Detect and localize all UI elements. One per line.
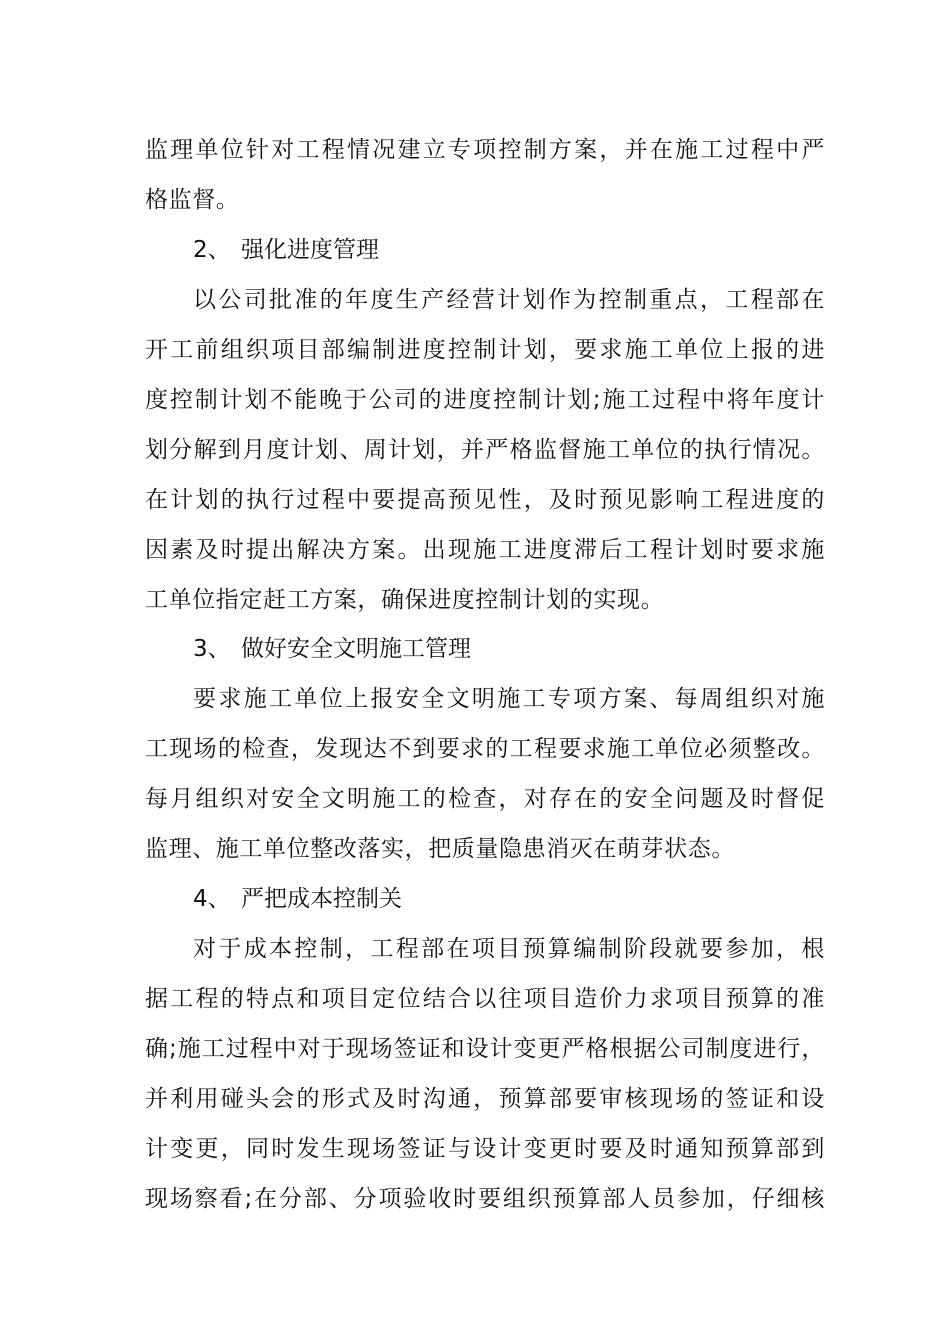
section-title: 严把成本控制关 xyxy=(241,886,402,912)
paragraph-1-line-1: 监理单位针对工程情况建立专项控制方案，并在施工过程中严 xyxy=(145,137,825,163)
paragraph-2-line-4: 划分解到月度计划、周计划，并严格监督施工单位的执行情况。 xyxy=(145,437,825,463)
paragraph-2-line-3: 度控制计划不能晚于公司的进度控制计划;施工过程中将年度计 xyxy=(145,387,825,413)
paragraph-4-line-6: 现场察看;在分部、分项验收时要组织预算部人员参加，仔细核 xyxy=(145,1186,825,1212)
section-heading-3 xyxy=(193,634,471,664)
paragraph-4-line-5: 计变更，同时发生现场签证与设计变更时要及时通知预算部到 xyxy=(145,1136,825,1162)
paragraph-4-line-3: 确;施工过程中对于现场签证和设计变更严格根据公司制度进行， xyxy=(145,1036,825,1062)
section-heading-2 xyxy=(193,235,379,265)
section-title: 做好安全文明施工管理 xyxy=(241,636,471,662)
paragraph-2-line-5: 在计划的执行过程中要提高预见性，及时预见影响工程进度的 xyxy=(145,487,825,513)
paragraph-4-line-2: 据工程的特点和项目定位结合以往项目造价力求项目预算的准 xyxy=(145,986,825,1012)
section-number: 3、 xyxy=(193,636,231,662)
paragraph-2-line-7: 工单位指定赶工方案，确保进度控制计划的实现。 xyxy=(145,587,665,613)
paragraph-4-line-1: 对于成本控制，工程部在项目预算编制阶段就要参加，根 xyxy=(193,936,825,962)
paragraph-3-line-4: 监理、施工单位整改落实，把质量隐患消灭在萌芽状态。 xyxy=(145,836,735,862)
paragraph-3-line-2: 工现场的检查，发现达不到要求的工程要求施工单位必须整改。 xyxy=(145,736,825,762)
section-heading-4 xyxy=(193,884,402,914)
section-number: 4、 xyxy=(193,886,231,912)
paragraph-2-line-2: 开工前组织项目部编制进度控制计划，要求施工单位上报的进 xyxy=(145,337,825,363)
paragraph-2-line-1: 以公司批准的年度生产经营计划作为控制重点，工程部在 xyxy=(193,287,825,313)
section-number: 2、 xyxy=(193,237,231,263)
paragraph-4-line-4: 并利用碰头会的形式及时沟通，预算部要审核现场的签证和设 xyxy=(145,1086,825,1112)
paragraph-2-line-6: 因素及时提出解决方案。出现施工进度滞后工程计划时要求施 xyxy=(145,537,825,563)
paragraph-1-line-2: 格监督。 xyxy=(145,187,240,213)
paragraph-3-line-3: 每月组织对安全文明施工的检查，对存在的安全问题及时督促 xyxy=(145,786,825,812)
paragraph-3-line-1: 要求施工单位上报安全文明施工专项方案、每周组织对施 xyxy=(193,686,825,712)
section-title: 强化进度管理 xyxy=(241,237,379,263)
